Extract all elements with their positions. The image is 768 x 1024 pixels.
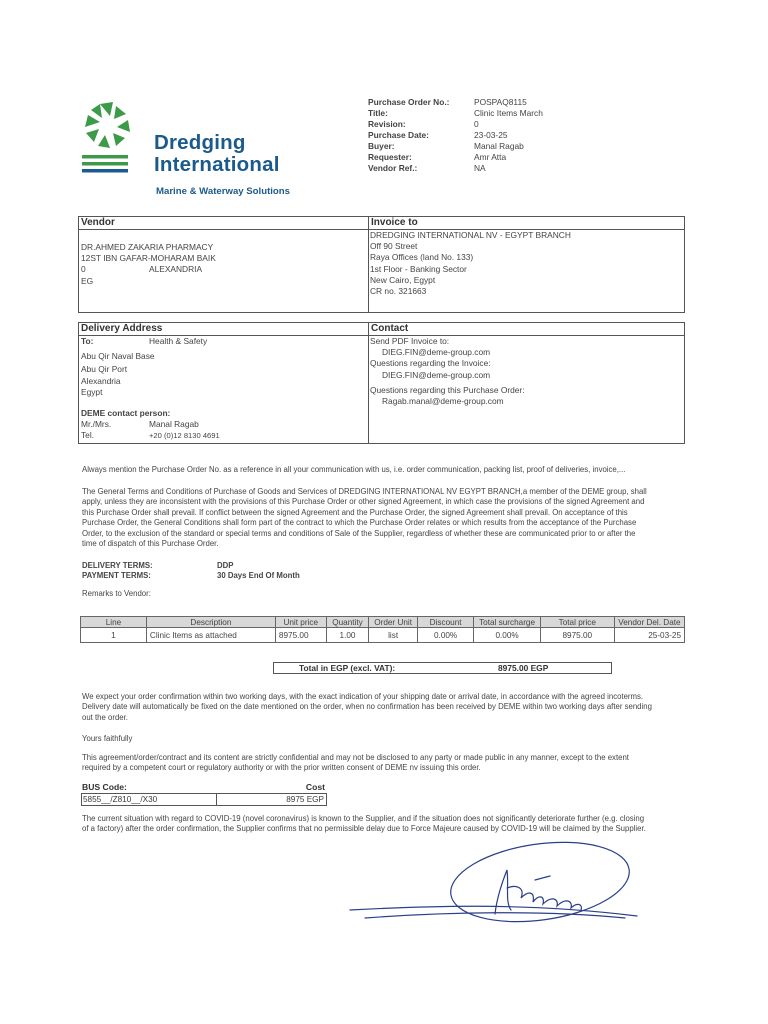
- bus-cost-label: Cost: [305, 782, 325, 792]
- purchase-order-number: POSPAQ8115: [474, 97, 527, 107]
- invoice-to-line: DREDGING INTERNATIONAL NV - EGYPT BRANCH: [370, 230, 571, 240]
- table-header-row: [81, 617, 685, 628]
- terms-line: time of dispatch of this Purchase Order.: [82, 539, 219, 549]
- column-header: Vendor Del. Date: [614, 617, 684, 628]
- meta-label: Purchase Order No.:: [368, 97, 450, 107]
- meta-label: Revision:: [368, 119, 406, 129]
- revision: 0: [474, 119, 479, 129]
- vendor-city: ALEXANDRIA: [149, 264, 203, 275]
- delivery-to-value: Health & Safety: [149, 336, 208, 346]
- covid-clause: [82, 814, 692, 835]
- meta-label: Buyer:: [368, 141, 395, 151]
- delivery-to: [79, 336, 368, 347]
- meta-row: [368, 119, 628, 130]
- invoice-to-line: 1st Floor - Banking Sector: [370, 263, 467, 274]
- vendor-postal: 0: [81, 264, 86, 275]
- terms-line: apply, unless they are inconsistent with the provisions of this Purchase Order or other signed Agreement, in which case the provisions of the signed Agreement and: [82, 497, 645, 507]
- delivery-line: Egypt: [81, 386, 103, 397]
- pdf-invoice-email[interactable]: DIEG.FIN@deme-group.com: [382, 347, 491, 358]
- terms-line: Order, to the exclusion of the standard or special terms and conditions of Sale of the Supplier, regardless of whether these are communicated prior to or after the: [82, 528, 636, 538]
- closing-text: Yours faithfully: [82, 734, 133, 743]
- meta-row: [368, 130, 628, 141]
- contact-person: [79, 419, 368, 430]
- confidential-text: [82, 753, 692, 774]
- buyer: Manal Ragab: [474, 141, 524, 151]
- delivery-section: [79, 323, 368, 442]
- payment-terms-label: PAYMENT TERMS:: [82, 571, 151, 581]
- pdf-invoice-label: Send PDF Invoice to:: [370, 336, 450, 346]
- order-title: Clinic Items March: [474, 108, 543, 118]
- po-questions-label: Questions regarding this Purchase Order:: [370, 384, 525, 395]
- bus-code-label: BUS Code:: [82, 782, 127, 792]
- covid-line: The current situation with regard to COVID-19 (novel coronavirus) is known to the Supplier, and if the situation does not significantly deteriorate further (e.g. closing: [82, 814, 645, 823]
- total-value: 8975.00 EGP: [498, 663, 549, 673]
- contact-heading: Contact: [369, 323, 684, 336]
- cell-line: 1: [81, 628, 147, 643]
- covid-line: of a factory) after the order confirmation, the Supplier confirms that no permissible delay due to Force Majeure caused by COVID-19 will be claimed by the Supplier.: [82, 824, 646, 834]
- contact-tel: [79, 430, 368, 441]
- invoice-to-line: Off 90 Street: [370, 241, 418, 252]
- invoice-to-section: [369, 217, 684, 297]
- meta-row: [368, 163, 628, 174]
- meta-label: Requester:: [368, 152, 412, 162]
- vendor-section: [79, 217, 368, 287]
- invoice-to-heading: Invoice to: [369, 217, 684, 230]
- cell-unit-price: 8975.00: [275, 628, 326, 643]
- vendor-street: 12ST IBN GAFAR-MOHARAM BAIK: [81, 253, 216, 264]
- logo-name-line1: Dredging: [154, 131, 246, 154]
- meta-row: [368, 108, 628, 119]
- contact-section: [369, 323, 684, 407]
- vendor-invoice-box: [78, 216, 685, 313]
- vendor-country: EG: [81, 275, 94, 286]
- bus-code-value: 5855__/Z810__/X30: [83, 795, 158, 804]
- contact-tel-label: Tel.: [81, 430, 95, 441]
- cell-description: Clinic Items as attached: [146, 628, 275, 643]
- cell-total-price: 8975.00: [540, 628, 614, 643]
- meta-row: [368, 141, 628, 152]
- column-header: Description: [146, 617, 275, 628]
- total-label: Total in EGP (excl. VAT):: [299, 663, 396, 673]
- invoice-questions-email[interactable]: DIEG.FIN@deme-group.com: [382, 369, 491, 380]
- meta-label: Vendor Ref.:: [368, 163, 418, 173]
- column-header: Unit price: [275, 617, 326, 628]
- logo-tagline: Marine & Waterway Solutions: [156, 186, 290, 197]
- cell-total-surcharge: 0.00%: [474, 628, 540, 643]
- bus-row: [81, 794, 327, 806]
- terms-line: The General Terms and Conditions of Purchase of Goods and Services of DREDGING INTERNATIONAL NV EGYPT BRANCH,a member of the DEME group, shall: [82, 487, 647, 496]
- column-header: Total surcharge: [474, 617, 540, 628]
- terms-line: this Purchase Order shall prevail. If conflict between the signed Agreement and the Purchase Order, the signed Agreement shall prevail. On acceptance of this: [82, 507, 628, 517]
- general-terms: [82, 487, 692, 549]
- invoice-to-line: Raya Offices (land No. 133): [370, 252, 474, 263]
- cell-vendor-del-date: 25-03-25: [614, 628, 684, 643]
- confidential-line: required by a competent court or regulatory authority or with the prior written consent of DEME nv issuing this order.: [82, 763, 481, 773]
- meta-label: Title:: [368, 108, 388, 118]
- vendor-name: DR.AHMED ZAKARIA PHARMACY: [81, 242, 214, 252]
- purchase-date: 23-03-25: [474, 130, 508, 140]
- delivery-heading: Delivery Address: [79, 323, 368, 336]
- meta-row: [368, 97, 628, 108]
- payment-terms: [82, 571, 482, 581]
- bus-header: [81, 782, 327, 794]
- delivery-line: Alexandria: [81, 375, 121, 386]
- invoice-to-line: New Cairo, Egypt: [370, 274, 436, 285]
- total-box: [273, 662, 612, 674]
- delivery-terms: [82, 561, 482, 571]
- confirmation-line: We expect your order confirmation within two working days, with the exact indication of your shipping date or arrival date, in accordance with the agreed incoterms.: [82, 692, 644, 701]
- contact-tel-value: +20 (0)12 8130 4691: [149, 431, 220, 441]
- table-row: [81, 628, 685, 643]
- po-questions-email[interactable]: Ragab.manal@deme-group.com: [382, 396, 504, 407]
- delivery-contact-box: [78, 322, 685, 444]
- delivery-line: Abu Qir Port: [81, 364, 128, 375]
- logo-name-line2: International: [154, 153, 280, 176]
- confirmation-text: [82, 692, 692, 723]
- cell-order-unit: list: [369, 628, 417, 643]
- invoice-questions-label: Questions regarding the Invoice:: [370, 358, 491, 369]
- delivery-terms-label: DELIVERY TERMS:: [82, 561, 153, 570]
- contact-person-name: Manal Ragab: [149, 419, 199, 430]
- delivery-to-label: To:: [81, 336, 94, 346]
- vendor-heading: Vendor: [79, 217, 368, 230]
- logo-mark-icon: [80, 100, 136, 176]
- company-logo: [80, 100, 300, 200]
- confirmation-line: Delivery date will automatically be fixed on the date mentioned on the order, when no confirmation has been received by DEME within two working days after sending: [82, 702, 652, 712]
- delivery-terms-value: DDP: [217, 561, 234, 570]
- column-header: Quantity: [326, 617, 369, 628]
- bus-cost-value: 8975 EGP: [286, 795, 324, 804]
- requester: Amr Atta: [474, 152, 507, 162]
- order-items-table: [80, 616, 685, 643]
- column-header: Total price: [540, 617, 614, 628]
- terms-summary: [82, 561, 482, 582]
- delivery-line: Abu Qir Naval Base: [81, 351, 155, 362]
- vendor-postal-city: [79, 264, 368, 275]
- terms-line: Purchase Order, the General Conditions shall form part of the contract to which the Purchase Order relates or which results from the acceptance of the Purchase: [82, 518, 637, 528]
- meta-label: Purchase Date:: [368, 130, 429, 140]
- bus-divider: [216, 794, 217, 805]
- vendor-ref: NA: [474, 163, 486, 173]
- cell-discount: 0.00%: [417, 628, 474, 643]
- confirmation-line: out the order.: [82, 712, 128, 722]
- column-header: Order Unit: [369, 617, 417, 628]
- payment-terms-value: 30 Days End Of Month: [217, 571, 300, 581]
- reference-notice: Always mention the Purchase Order No. as a reference in all your communication with us, i.e. order communication, packing list, proof of deliveries, invoice,...: [82, 465, 626, 474]
- bus-code-block: [81, 782, 327, 806]
- deme-contact-heading: DEME contact person:: [81, 408, 171, 419]
- column-header: Line: [81, 617, 147, 628]
- order-meta: [368, 97, 628, 174]
- signature-image: [345, 840, 645, 936]
- cell-quantity: 1.00: [326, 628, 369, 643]
- contact-person-label: Mr./Mrs.: [81, 419, 112, 430]
- column-header: Discount: [417, 617, 474, 628]
- meta-row: [368, 152, 628, 163]
- remarks-label: Remarks to Vendor:: [82, 589, 151, 598]
- invoice-to-line: CR no. 321663: [370, 286, 427, 297]
- confidential-line: This agreement/order/contract and its content are strictly confidential and may not be disclosed to any party or made public in any manner, except to the extent: [82, 753, 629, 762]
